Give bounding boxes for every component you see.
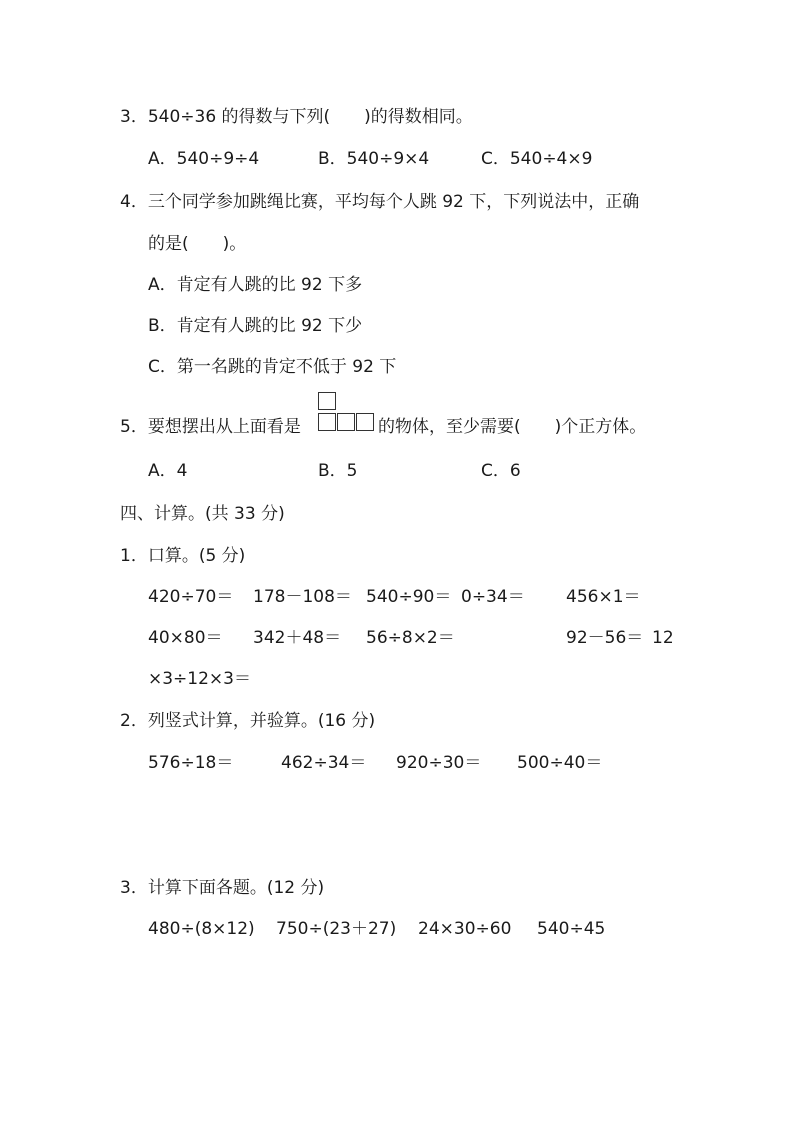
q4-stem-line2: 的是( )。 <box>148 234 247 254</box>
oral-item: 342＋48＝ <box>253 628 342 648</box>
q4-stem-line1: 4．三个同学参加跳绳比赛，平均每个人跳 92 下，下列说法中，正确 <box>120 192 640 212</box>
q3-option-a: A．540÷9÷4 <box>148 149 260 169</box>
oral-item: 40×80＝ <box>148 628 223 648</box>
oral-item: 456×1＝ <box>566 587 641 607</box>
oral-item: 540÷90＝ <box>366 587 452 607</box>
q5-option-c: C．6 <box>481 461 521 481</box>
vertical-title: 2．列竖式计算，并验算。(16 分) <box>120 711 376 731</box>
top-view-square-upper <box>318 392 336 410</box>
top-view-square-1 <box>318 413 336 431</box>
q3-stem: 3．540÷36 的得数与下列( )的得数相同。 <box>120 107 473 127</box>
compute-item: 24×30÷60 <box>418 919 512 939</box>
q4-option-b: B．肯定有人跳的比 92 下少 <box>148 316 363 336</box>
q4-option-a: A．肯定有人跳的比 92 下多 <box>148 275 363 295</box>
compute-item: 750÷(23＋27) <box>276 919 397 939</box>
top-view-square-3 <box>356 413 374 431</box>
top-view-figure <box>318 392 378 434</box>
q4-option-c: C．第一名跳的肯定不低于 92 下 <box>148 357 397 377</box>
oral-item: 92－56＝ <box>566 628 644 648</box>
q5-stem-before: 5．要想摆出从上面看是 <box>120 417 301 437</box>
compute-item: 480÷(8×12) <box>148 919 255 939</box>
section4-heading: 四、计算。(共 33 分) <box>120 504 285 524</box>
vertical-item: 576÷18＝ <box>148 753 234 773</box>
vertical-item: 500÷40＝ <box>517 753 603 773</box>
vertical-item: 920÷30＝ <box>396 753 482 773</box>
oral-item: 56÷8×2＝ <box>366 628 455 648</box>
oral-item: 178－108＝ <box>253 587 352 607</box>
q5-stem-after: 的物体，至少需要( )个正方体。 <box>378 417 647 437</box>
q3-option-c: C．540÷4×9 <box>481 149 593 169</box>
q3-option-b: B．540÷9×4 <box>318 149 430 169</box>
oral-item: 0÷34＝ <box>461 587 525 607</box>
oral-title: 1．口算。(5 分) <box>120 546 246 566</box>
oral-item: 12 <box>652 628 674 648</box>
compute-item: 540÷45 <box>537 919 606 939</box>
q5-option-a: A．4 <box>148 461 188 481</box>
vertical-item: 462÷34＝ <box>281 753 367 773</box>
oral-item: ×3÷12×3＝ <box>148 669 251 689</box>
q5-option-b: B．5 <box>318 461 358 481</box>
top-view-square-2 <box>337 413 355 431</box>
compute-title: 3．计算下面各题。(12 分) <box>120 878 325 898</box>
oral-item: 420÷70＝ <box>148 587 234 607</box>
